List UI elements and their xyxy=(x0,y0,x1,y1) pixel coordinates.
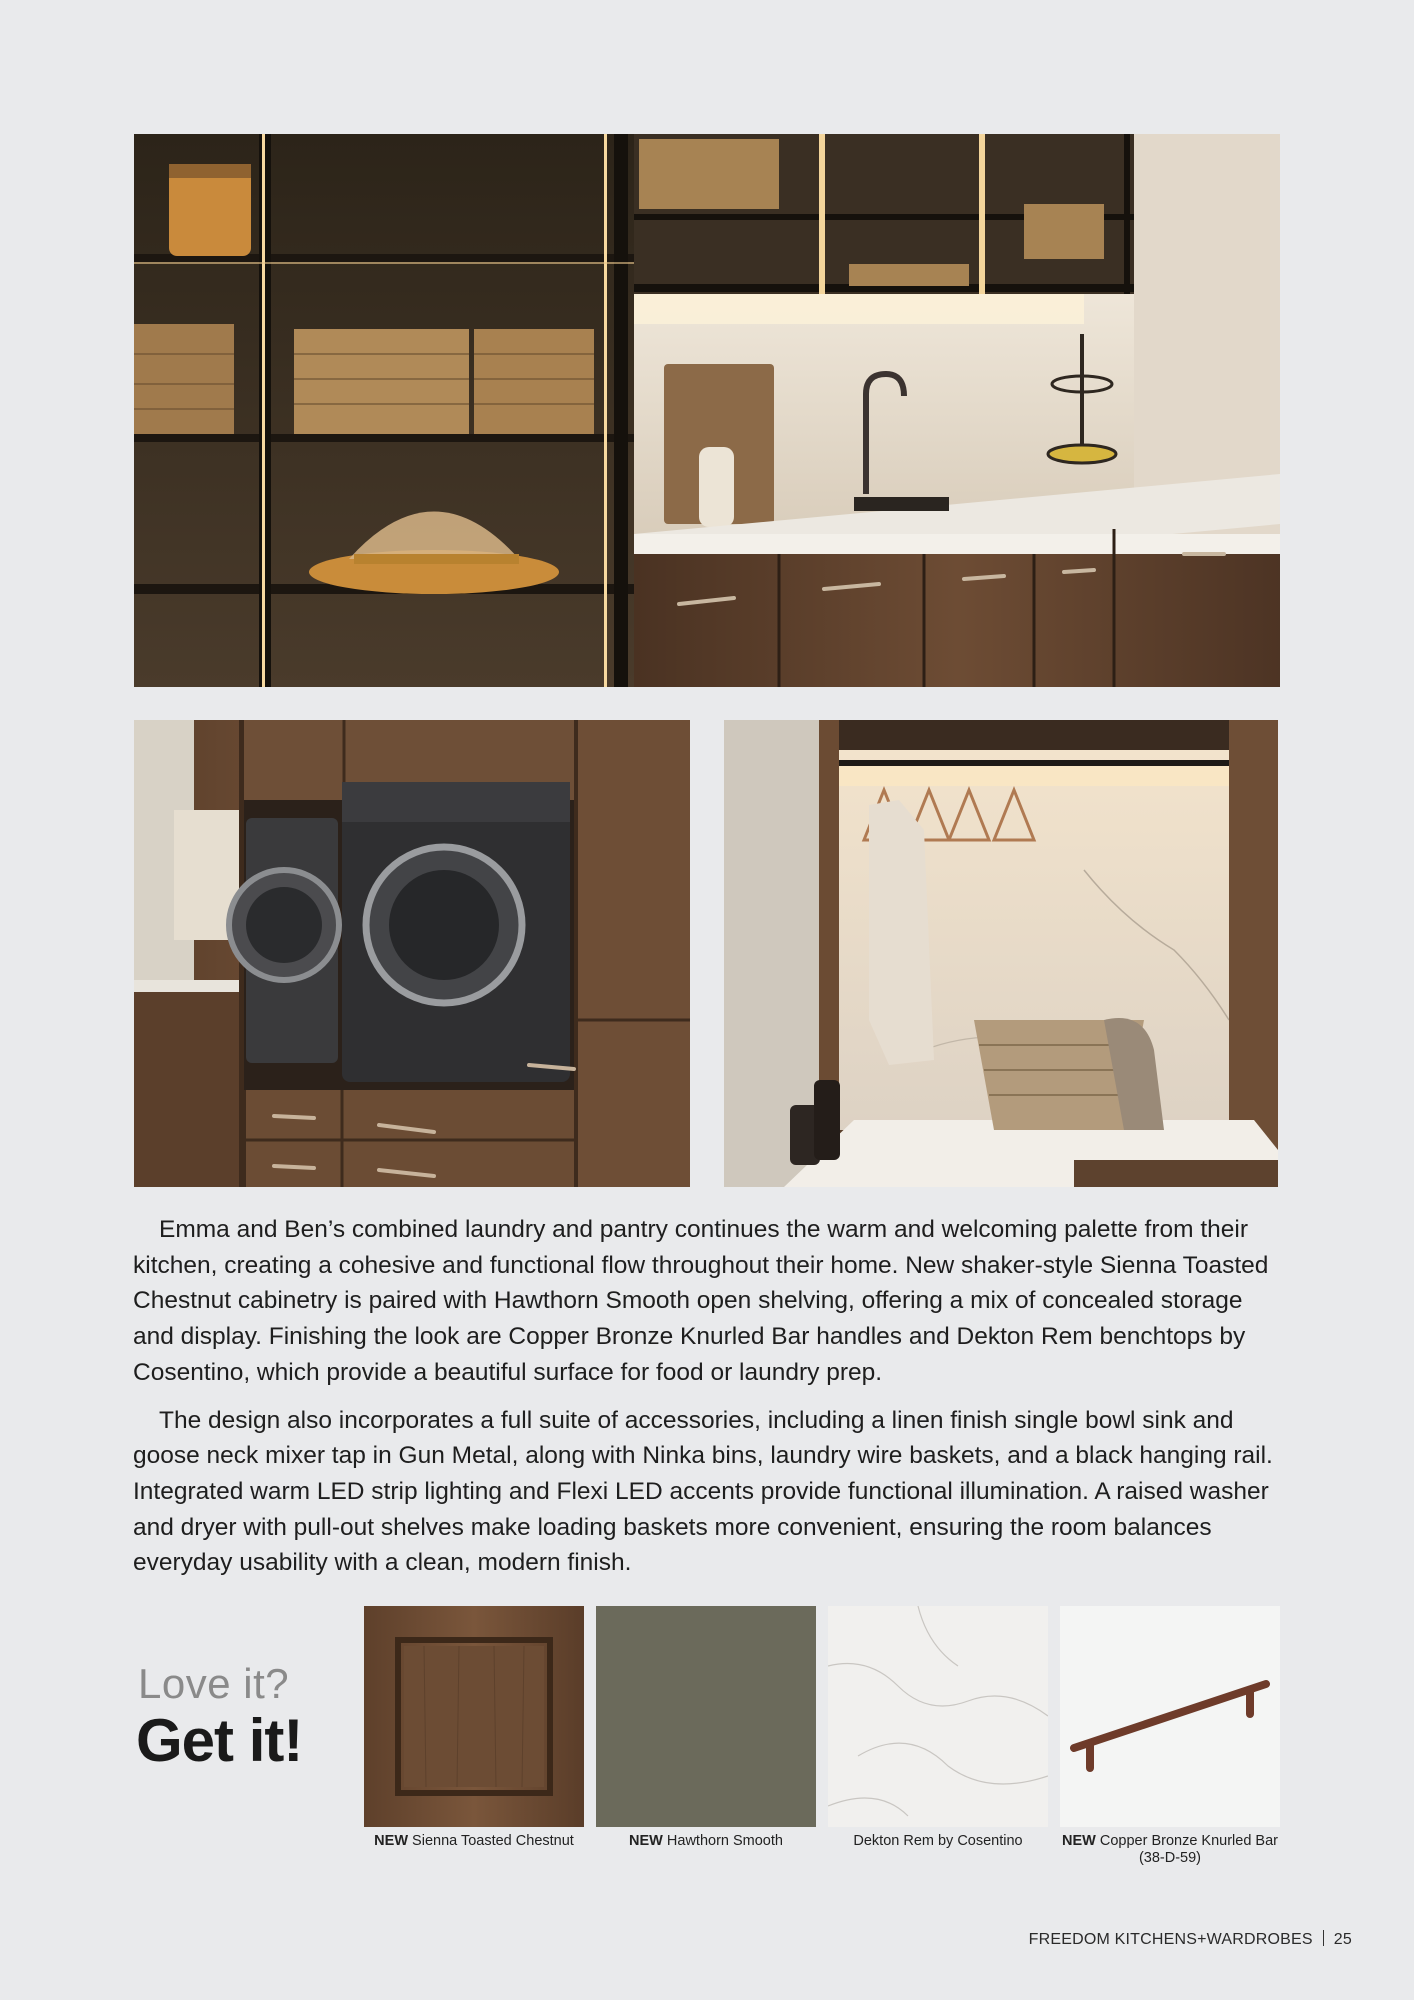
product-name: Hawthorn Smooth xyxy=(666,1833,783,1849)
new-badge: NEW xyxy=(629,1833,663,1849)
product-name: Dekton Rem by Cosentino xyxy=(853,1833,1023,1849)
footer-brand: FREEDOM KITCHENS+WARDROBES xyxy=(1028,1931,1313,1948)
hanging-rail-photo xyxy=(724,720,1278,1187)
article-paragraph-1: Emma and Ben’s combined laundry and pantry continues the warm and welcoming palette from their kitchen, creating a cohesive and functional flow throughout their home. New shaker-style Sienna Toasted Chestnut cabinetry is paired with Hawthorn Smooth open shelving, offering a mix of concealed storage and display. Finishing the look are Copper Bronze Knurled Bar handles and Dekton Rem benchtops by Cosentino, which provide a beautiful surface for food or laundry prep. xyxy=(133,1216,1269,1386)
caption-hawthorn-smooth xyxy=(596,1833,816,1850)
new-badge: NEW xyxy=(374,1833,409,1849)
swatch-sienna-toasted-chestnut[interactable] xyxy=(364,1606,584,1827)
new-badge: NEW xyxy=(1061,1833,1096,1849)
page-number: 25 xyxy=(1333,1931,1352,1948)
laundry-photo xyxy=(134,720,690,1187)
article-paragraph-2: The design also incorporates a full suite of accessories, including a linen finish single bowl sink and goose neck mixer tap in Gun Metal, along with Ninka bins, laundry wire baskets, and a black hanging rail. Integrated warm LED strip lighting and Flexi LED accents provide functional illumination. A raised washer and dryer with pull-out shelves make loading baskets more convenient, ensuring the room balances everyday usability with a clean, modern finish. xyxy=(133,1406,1273,1577)
swatch-copper-bronze-knurled-bar[interactable] xyxy=(1060,1606,1280,1827)
promo-headline-question: Love it? xyxy=(138,1660,290,1707)
product-name: Copper Bronze Knurled Bar (38-D-59) xyxy=(1099,1833,1278,1866)
caption-sienna-toasted-chestnut xyxy=(364,1833,584,1850)
article-body xyxy=(133,1212,1283,1593)
page-footer xyxy=(1029,1930,1352,1949)
footer-divider xyxy=(1323,1930,1324,1946)
product-name: Sienna Toasted Chestnut xyxy=(412,1833,574,1849)
swatch-dekton-rem[interactable] xyxy=(828,1606,1048,1827)
swatch-hawthorn-smooth[interactable] xyxy=(596,1606,816,1827)
promo-headline-answer: Get it! xyxy=(136,1707,303,1774)
caption-dekton-rem xyxy=(828,1833,1048,1850)
pantry-photo xyxy=(134,134,1280,687)
caption-copper-bronze-knurled-bar xyxy=(1060,1833,1280,1867)
